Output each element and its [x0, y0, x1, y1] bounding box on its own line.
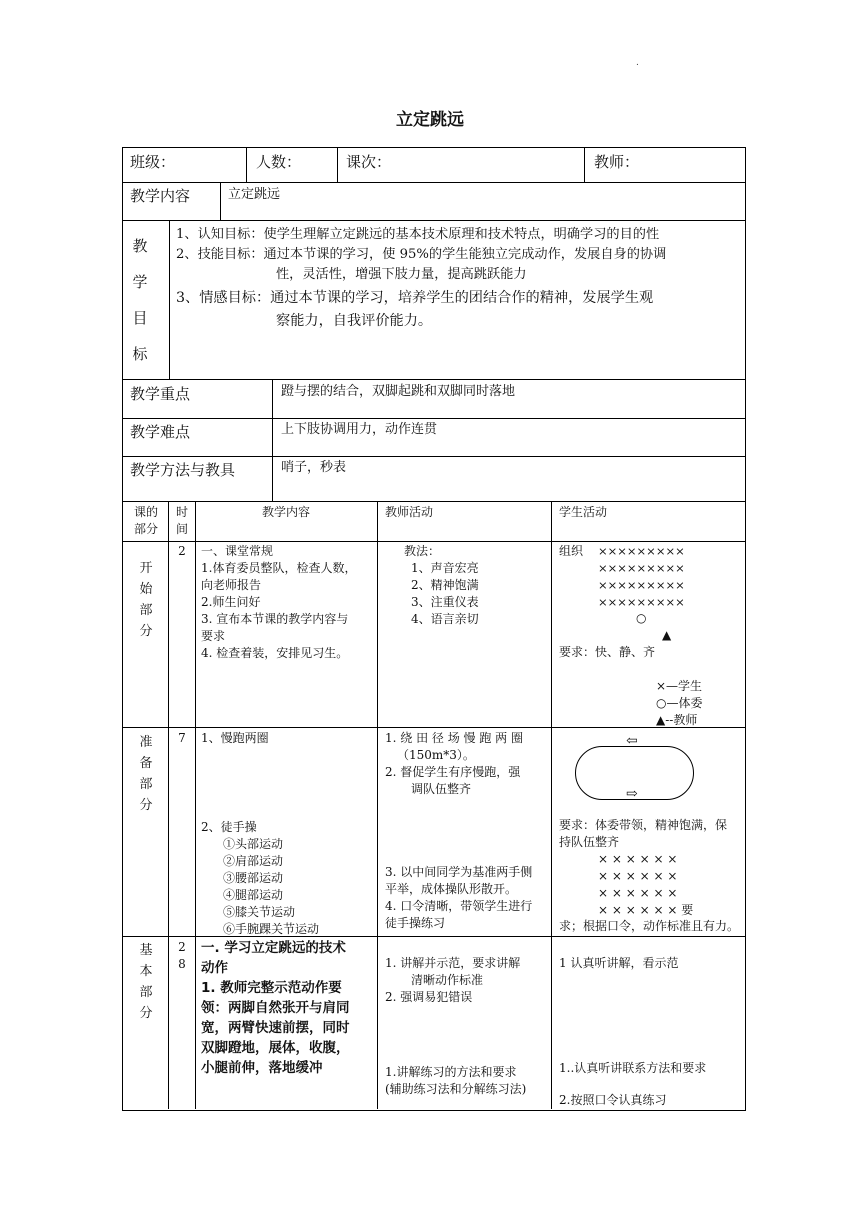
col-divider [377, 501, 378, 1109]
start-teacher-point: 1、声音宏亮 [411, 561, 479, 575]
formation-row: × × × × × × [598, 869, 678, 883]
arrow-right-icon: ⇨ [626, 786, 638, 802]
count-label: 人数： [256, 153, 302, 171]
start-teacher-point: 3、注重仪表 [411, 595, 479, 609]
prep-teacher-bottom [385, 864, 532, 932]
start-content-line: 1.体育委员整队，检查人数， [201, 561, 357, 575]
start-content-line: 4. 检查着装，安排见习生。 [201, 646, 349, 660]
basic-content-line: 一. 学习立定跳远的技术 [201, 940, 346, 956]
exercise-item: ②肩部运动 [223, 854, 284, 868]
prep-teacher-line: （150m*3）。 [397, 748, 475, 762]
legend-item: ×—学生 [656, 679, 703, 693]
basic-teacher-line: 清晰动作标准 [411, 973, 484, 987]
col-time-header-line: 时 [175, 505, 188, 519]
prep-student-req-line: 要求：体委带领，精神饱满，保 [559, 818, 728, 832]
col-student-header: 学生活动 [559, 505, 608, 519]
basic-content-line: 宽，两臂快速前摆，同时 [201, 1020, 350, 1036]
key-points-label: 教学重点 [130, 385, 191, 403]
goal-affective: 3、情感目标：通过本节课的学习，培养学生的团结合作的精神，发展学生观 [176, 290, 654, 306]
basic-content-line: 领：两脚自然张开与肩同 [201, 1000, 350, 1016]
basic-part-label [124, 940, 168, 1024]
col-part-header [124, 504, 168, 538]
corner-dot: . [636, 58, 639, 68]
start-teacher-points [411, 560, 479, 628]
methods-label: 教学方法与教具 [130, 461, 236, 479]
basic-teacher-line: 1.讲解练习的方法和要求 [385, 1065, 517, 1079]
exercise-item: ⑥手腕踝关节运动 [223, 922, 320, 936]
col-divider [337, 147, 338, 182]
formation-row: × × × × × × [598, 852, 678, 866]
exercise-item: ③腰部运动 [223, 871, 284, 885]
row-divider [122, 418, 745, 419]
start-part-char: 开 [139, 561, 153, 576]
row-divider [122, 727, 745, 728]
col-time-header-line: 间 [175, 522, 188, 536]
row-divider [122, 501, 745, 502]
formation-row: × × × × × × 要 [598, 903, 694, 917]
goals-label-char: 标 [132, 345, 148, 363]
exercise-item: ④腿部运动 [223, 888, 284, 902]
prep-student-req-line: 持队伍整齐 [559, 835, 620, 849]
col-teacher-header: 教师活动 [385, 505, 434, 519]
prep-teacher-top [385, 730, 523, 798]
formation-row: ××××××××× [598, 561, 685, 575]
col-divider [169, 220, 170, 379]
basic-part-char: 本 [139, 964, 153, 979]
start-content-line: 要求 [201, 629, 226, 643]
row-divider [122, 379, 745, 380]
start-part-char: 始 [139, 582, 153, 597]
exercise-item: ①头部运动 [223, 837, 284, 851]
start-time: 2 [178, 544, 186, 558]
monitor-circle: ○ [636, 611, 647, 625]
difficulties-label: 教学难点 [130, 423, 191, 441]
prep-teacher-line: 4. 口令清晰，带领学生进行 [385, 899, 533, 913]
legend-item: ▲--教师 [656, 713, 698, 727]
basic-part-char: 部 [139, 985, 153, 1000]
row-divider [122, 220, 745, 221]
prep-teacher-line: 平举，成体操队形散开。 [385, 882, 518, 896]
goal-skill-cont: 性，灵活性，增强下肢力量，提高跳跃能力 [276, 267, 527, 282]
key-points-value: 蹬与摆的结合，双脚起跳和双脚同时落地 [281, 384, 516, 399]
col-divider [584, 147, 585, 182]
basic-time-digit: 8 [178, 957, 186, 971]
prep-part-char: 备 [139, 756, 153, 771]
formation-row: ××××××××× [598, 544, 685, 558]
formation-row: ××××××××× [598, 595, 685, 609]
class-label: 班级： [130, 153, 176, 171]
prep-teacher-line: 徒手操练习 [385, 916, 446, 930]
prep-part-label [124, 732, 168, 816]
start-content-line: 2.师生问好 [201, 595, 261, 609]
start-teacher-point: 2、精神饱满 [411, 578, 479, 592]
start-part-label [124, 558, 168, 642]
prep-student-req [559, 817, 727, 851]
basic-teacher-line: 1. 讲解并示范，要求讲解 [385, 956, 521, 970]
basic-part-char: 分 [139, 1006, 153, 1021]
basic-teacher-line: 2. 强调易犯错误 [385, 990, 473, 1004]
start-content-line: 向老师报告 [201, 578, 262, 592]
prep-student-req2: 求；根据口令，动作标准且有力。 [559, 919, 740, 933]
prep-formation [598, 851, 693, 919]
start-teacher-method: 教法： [404, 544, 441, 558]
col-divider [551, 501, 552, 1109]
start-content-line: 一、课堂常规 [201, 544, 274, 558]
col-content-header: 教学内容 [261, 505, 310, 519]
row-divider [122, 456, 745, 457]
goal-cognitive: 1、认知目标：使学生理解立定跳远的基本技术原理和技术特点，明确学习的目的性 [176, 227, 660, 242]
basic-time [169, 939, 195, 973]
start-part-char: 分 [139, 624, 153, 639]
goal-skill: 2、技能目标：通过本节课的学习，使 95%的学生能独立完成动作，发展自身的协调 [176, 247, 667, 262]
teacher-label: 教师： [594, 153, 640, 171]
start-legend [656, 678, 702, 729]
legend-item: ○—体委 [656, 696, 703, 710]
start-content-line: 3. 宣布本节课的教学内容与 [201, 612, 349, 626]
col-divider [220, 182, 221, 220]
prep-content-top: 1、慢跑两圈 [201, 731, 269, 745]
formation-row: ××××××××× [598, 578, 685, 592]
prep-teacher-line: 调队伍整齐 [411, 782, 472, 796]
basic-content-line: 1. 教师完整示范动作要 [201, 980, 342, 996]
col-time-header [169, 504, 195, 538]
col-part-header-line: 部分 [133, 522, 158, 536]
arrow-left-icon: ⇦ [626, 733, 638, 749]
basic-teacher-bottom [385, 1064, 526, 1098]
basic-part-char: 基 [139, 943, 153, 958]
basic-student-bottom: 2.按照口令认真练习 [559, 1093, 667, 1107]
prep-exercise [201, 819, 319, 938]
prep-part-char: 部 [139, 777, 153, 792]
basic-time-digit: 2 [178, 940, 186, 954]
goals-label-char: 学 [132, 273, 148, 291]
basic-content-line: 动作 [201, 960, 228, 976]
exercise-item: ⑤膝关节运动 [223, 905, 296, 919]
prep-teacher-line: 2. 督促学生有序慢跑，强 [385, 765, 521, 779]
formation-row: × × × × × × [598, 886, 678, 900]
page-title: 立定跳远 [396, 110, 464, 130]
teaching-content-value: 立定跳远 [228, 187, 281, 202]
start-org-label: 组织 [559, 544, 584, 558]
goals-label [130, 228, 150, 372]
row-divider [122, 182, 745, 183]
row-divider [122, 541, 745, 542]
basic-teacher-line: (辅助练习法和分解练习法) [385, 1082, 527, 1096]
basic-student-top: 1 认真听讲解，看示范 [559, 956, 679, 970]
lesson-label: 课次： [346, 153, 392, 171]
basic-content-line: 双脚蹬地，展体，收腹， [201, 1040, 350, 1056]
methods-value: 哨子，秒表 [281, 460, 347, 475]
difficulties-value: 上下肢协调用力，动作连贯 [281, 422, 438, 437]
start-part-char: 部 [139, 603, 153, 618]
teacher-triangle: ▲ [662, 628, 672, 642]
col-divider [246, 147, 247, 182]
basic-content [201, 938, 350, 1078]
col-part-header-line: 课的 [133, 505, 158, 519]
start-requirement: 要求：快、静、齐 [559, 645, 656, 659]
basic-student-mid: 1..认真听讲联系方法和要求 [559, 1061, 707, 1075]
col-divider [168, 501, 169, 1109]
start-formation [598, 543, 685, 611]
col-divider [272, 379, 273, 501]
goals-label-char: 目 [132, 309, 148, 327]
basic-teacher-top [385, 955, 520, 1006]
prep-part-char: 分 [139, 798, 153, 813]
goal-affective-cont: 察能力，自我评价能力。 [276, 313, 433, 329]
start-teacher-point: 4、语言亲切 [411, 612, 479, 626]
prep-teacher-line: 1. 绕 田 径 场 慢 跑 两 圈 [385, 731, 523, 745]
prep-part-char: 准 [139, 735, 153, 750]
goals-label-char: 教 [132, 237, 148, 255]
prep-time: 7 [178, 731, 186, 745]
col-divider [195, 501, 196, 1109]
basic-content-line: 小腿前伸，落地缓冲 [201, 1060, 323, 1076]
start-content [201, 543, 356, 662]
exercise-item: 2、徒手操 [201, 820, 257, 834]
teaching-content-label: 教学内容 [130, 187, 191, 205]
prep-teacher-line: 3. 以中间同学为基准两手侧 [385, 865, 533, 879]
